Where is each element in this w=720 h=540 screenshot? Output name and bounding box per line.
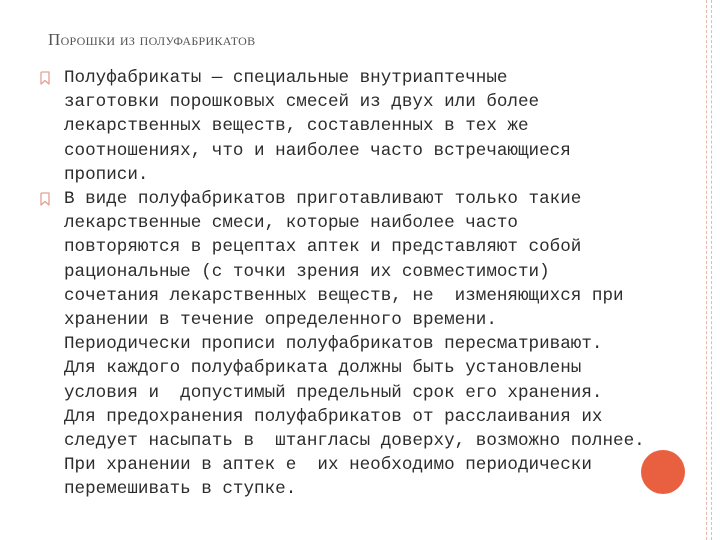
bullet-2-line: Периодически прописи полуфабрикатов пересматривают. [64,334,603,355]
slide-border-inner [711,0,712,540]
bullet-1-line: заготовки порошковых смесей из двух или более [64,92,540,113]
bullet-list [38,66,688,502]
bullet-2-line: следует насыпать в штангласы доверху, возможно полнее. [64,431,645,452]
bullet-2-line: сочетания лекарственных веществ, не изменяющихся при [64,285,624,306]
bullet-1-line: Полуфабрикаты — специальные внутриаптечные [64,68,508,88]
bullet-item-1 [38,66,688,187]
slide-border-outer [706,0,707,540]
bullet-2-line: рациональные (с точки зрения их совместимости) [64,261,550,282]
bullet-2-line: повторяются в рецептах аптек и представляют собой [64,237,582,258]
bookmark-outline-icon [38,192,52,206]
bullet-2-line: Для каждого полуфабриката должны быть установлены [64,358,582,379]
decorative-circle [641,450,685,494]
bullet-2-line: перемешивать в ступке. [64,479,297,500]
bookmark-outline-icon [38,71,52,85]
bullet-2-line: условия и допустимый предельный срок его хранения. [64,382,603,403]
bullet-1-line: прописи. [64,164,149,185]
bullet-2-line: Для предохранения полуфабрикатов от расслаивания их [64,406,603,427]
bullet-2-line: лекарственные смеси, которые наиболее часто [64,213,518,234]
bullet-2-line: В виде полуфабрикатов приготавливают только такие [64,189,582,210]
bullet-1-line: соотношениях, что и наиболее часто встречающиеся [64,140,571,161]
bullet-item-2 [38,187,688,502]
bullet-2-line: При хранении в аптек е их необходимо периодически [64,455,592,476]
slide-title: Порошки из полуфабрикатов [48,30,256,49]
bullet-1-line: лекарственных веществ, составленных в тех же [64,116,529,137]
bullet-2-line: хранении в течение определенного времени. [64,310,497,331]
